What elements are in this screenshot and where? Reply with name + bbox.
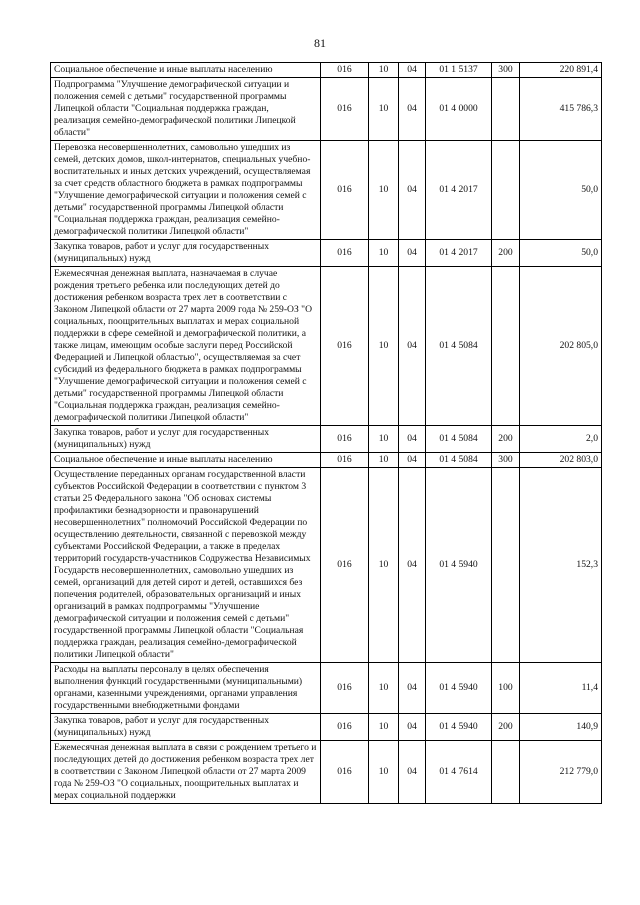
row-section-code: 10: [369, 714, 399, 741]
row-description: Ежемесячная денежная выплата в связи с рождением третьего и последующих детей до достижения ребенком возраста трех лет в соответствии с Законом Липецкой области от 27 марта 2009 года № 259-ОЗ "О социальных, поощрительных выплатах и мерах социальной поддержки: [51, 741, 321, 804]
row-description: Закупка товаров, работ и услуг для государственных (муниципальных) нужд: [51, 714, 321, 741]
row-amount: 2,0: [520, 426, 602, 453]
row-target-item-code: 01 4 2017: [426, 141, 492, 240]
row-target-item-code: 01 4 5084: [426, 267, 492, 426]
row-section-code: 10: [369, 240, 399, 267]
row-amount: 220 891,4: [520, 63, 602, 78]
row-expense-type-code: 200: [492, 426, 520, 453]
table-row: [51, 453, 602, 468]
row-section-code: 10: [369, 267, 399, 426]
row-description: Перевозка несовершеннолетних, самовольно ушедших из семей, детских домов, школ-интернатов, специальных учебно-воспитательных и иных детских учреждений, осуществляемая за счет средств областного бюджета в рамках подпрограммы "Улучшение демографической ситуации и положения семей с детьми" государственной программы Липецкой области "Социальная поддержка граждан, реализация семейно-демографической политики Липецкой области": [51, 141, 321, 240]
row-target-item-code: 01 4 2017: [426, 240, 492, 267]
row-target-item-code: 01 4 5084: [426, 426, 492, 453]
row-amount: 202 803,0: [520, 453, 602, 468]
table-row: [51, 426, 602, 453]
row-description: Подпрограмма "Улучшение демографической ситуации и положения семей с детьми" государственной программы Липецкой области "Социальная поддержка граждан, реализация семейно-демографической политики Липецкой области": [51, 78, 321, 141]
row-target-item-code: 01 4 7614: [426, 741, 492, 804]
row-expense-type-code: [492, 78, 520, 141]
row-ministry-code: 016: [321, 267, 369, 426]
row-subsection-code: 04: [399, 741, 426, 804]
table-row: [51, 663, 602, 714]
row-amount: 11,4: [520, 663, 602, 714]
row-expense-type-code: [492, 741, 520, 804]
table-row: [51, 468, 602, 663]
row-section-code: 10: [369, 468, 399, 663]
row-description: Социальное обеспечение и иные выплаты населению: [51, 453, 321, 468]
row-expense-type-code: [492, 267, 520, 426]
budget-table: [50, 62, 602, 804]
row-description: Закупка товаров, работ и услуг для государственных (муниципальных) нужд: [51, 426, 321, 453]
row-expense-type-code: 300: [492, 63, 520, 78]
row-subsection-code: 04: [399, 453, 426, 468]
row-amount: 152,3: [520, 468, 602, 663]
row-subsection-code: 04: [399, 78, 426, 141]
row-subsection-code: 04: [399, 663, 426, 714]
table-row: [51, 240, 602, 267]
row-description: Закупка товаров, работ и услуг для государственных (муниципальных) нужд: [51, 240, 321, 267]
row-section-code: 10: [369, 453, 399, 468]
row-section-code: 10: [369, 141, 399, 240]
table-row: [51, 741, 602, 804]
row-amount: 50,0: [520, 240, 602, 267]
row-ministry-code: 016: [321, 663, 369, 714]
table-row: [51, 78, 602, 141]
row-subsection-code: 04: [399, 426, 426, 453]
row-description: Осуществление переданных органам государственной власти субъектов Российской Федерации в соответствии с пунктом 3 статьи 25 Федерального закона "Об основах системы профилактики безнадзорности и правонарушений несовершеннолетних" полномочий Российской Федерации по осуществлению деятельности, связанной с перевозкой между субъектами Российской Федерации, а также в пределах территорий государств-участников Содружества Независимых Государств несовершеннолетних, самовольно ушедших из семей, организаций для детей сирот и детей, оставшихся без попечения родителей, образовательных организаций и иных организаций в рамках подпрограммы "Улучшение демографической ситуации и положения семей с детьми" государственной программы Липецкой области "Социальная поддержка граждан, реализация семейно-демографической политики Липецкой области": [51, 468, 321, 663]
row-subsection-code: 04: [399, 63, 426, 78]
row-section-code: 10: [369, 78, 399, 141]
row-description: Расходы на выплаты персоналу в целях обеспечения выполнения функций государственными (муниципальными) органами, казенными учреждениями, органами управления государственными внебюджетными фондами: [51, 663, 321, 714]
row-expense-type-code: 100: [492, 663, 520, 714]
row-ministry-code: 016: [321, 741, 369, 804]
row-amount: 212 779,0: [520, 741, 602, 804]
table-row: [51, 267, 602, 426]
row-amount: 50,0: [520, 141, 602, 240]
row-target-item-code: 01 4 5940: [426, 468, 492, 663]
row-ministry-code: 016: [321, 240, 369, 267]
row-ministry-code: 016: [321, 426, 369, 453]
row-subsection-code: 04: [399, 714, 426, 741]
row-expense-type-code: 200: [492, 240, 520, 267]
row-ministry-code: 016: [321, 141, 369, 240]
row-section-code: 10: [369, 63, 399, 78]
row-ministry-code: 016: [321, 468, 369, 663]
row-target-item-code: 01 4 5084: [426, 453, 492, 468]
row-target-item-code: 01 4 0000: [426, 78, 492, 141]
row-target-item-code: 01 4 5940: [426, 663, 492, 714]
row-ministry-code: 016: [321, 63, 369, 78]
row-target-item-code: 01 1 5137: [426, 63, 492, 78]
row-ministry-code: 016: [321, 453, 369, 468]
row-expense-type-code: [492, 141, 520, 240]
row-expense-type-code: 200: [492, 714, 520, 741]
row-section-code: 10: [369, 663, 399, 714]
row-amount: 140,9: [520, 714, 602, 741]
row-section-code: 10: [369, 426, 399, 453]
row-subsection-code: 04: [399, 468, 426, 663]
row-subsection-code: 04: [399, 141, 426, 240]
row-amount: 202 805,0: [520, 267, 602, 426]
table-row: [51, 714, 602, 741]
row-ministry-code: 016: [321, 714, 369, 741]
row-description: Социальное обеспечение и иные выплаты населению: [51, 63, 321, 78]
row-expense-type-code: [492, 468, 520, 663]
row-target-item-code: 01 4 5940: [426, 714, 492, 741]
table-row: [51, 63, 602, 78]
page-number: 81: [314, 36, 326, 50]
row-section-code: 10: [369, 741, 399, 804]
row-ministry-code: 016: [321, 78, 369, 141]
table-body: [51, 63, 602, 804]
row-subsection-code: 04: [399, 267, 426, 426]
row-subsection-code: 04: [399, 240, 426, 267]
row-expense-type-code: 300: [492, 453, 520, 468]
table-row: [51, 141, 602, 240]
row-description: Ежемесячная денежная выплата, назначаемая в случае рождения третьего ребенка или последующих детей до достижения ребенком возраста трех лет в соответствии с Законом Липецкой области от 27 марта 2009 года № 259-ОЗ "О социальных, поощрительных выплатах и мерах социальной поддержки в сфере семейной и демографической политики, а также лицам, имеющим особые заслуги перед Российской Федерацией и Липецкой областью", осуществляемая за счет субсидий из федерального бюджета в рамках подпрограммы "Улучшение демографической ситуации и положения семей с детьми" государственной программы Липецкой области "Социальная поддержка граждан, реализация семейно-демографической политики Липецкой области": [51, 267, 321, 426]
row-amount: 415 786,3: [520, 78, 602, 141]
